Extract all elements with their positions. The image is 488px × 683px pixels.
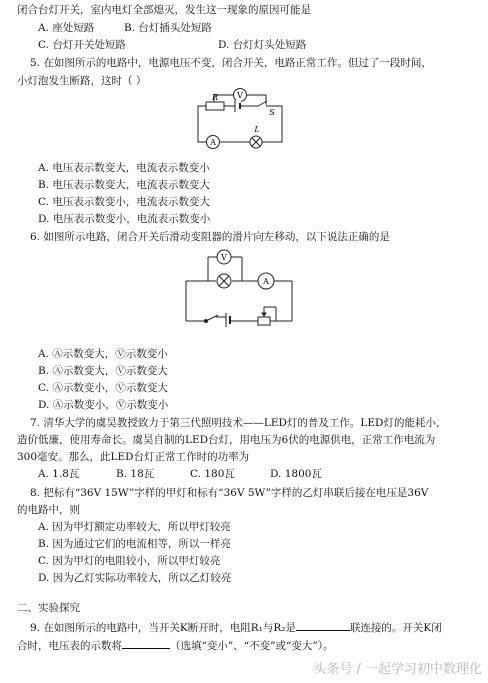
q7-option-d: D. 1800瓦 — [270, 468, 322, 480]
q8-option-c: C. 因为甲灯的电阻较小，所以甲灯较亮 — [38, 555, 221, 567]
q5-ammeter-label: A — [210, 138, 216, 147]
q6-circuit-diagram — [180, 245, 298, 337]
q9-stem-line1-a: 9. 在如图所示的电路中，当开关K断开时，电阻R₁与R₂是 — [30, 622, 296, 634]
q6-voltmeter-label: V — [221, 253, 227, 262]
q6-option-c: C. Ⓐ示数变小，Ⓥ示数变大 — [38, 382, 168, 394]
watermark: 头条号 / 一起学习初中数理化 — [313, 662, 482, 677]
q7-stem-line1: 7. 清华大学的虞昊教授致力于第三代照明技术——LED灯的普及工作。LED灯的能耗小， — [30, 417, 447, 429]
q8-stem-line1: 8. 把标有“36V 15W”字样的甲灯和标有“36V 5W”字样的乙灯串联后接在电压是36V — [30, 487, 429, 499]
q7-stem-line2: 造价低廉，使用寿命长。虞昊自制的LED台灯，用电压为6伏的电源供电，正常工作电流为 — [17, 434, 436, 446]
q9-blank-2[interactable] — [122, 637, 170, 649]
q5-stem-line1: 5. 在如图所示的电路中，电源电压不变，闭合开关，电路正常工作。但过了一段时间， — [30, 57, 432, 69]
q4-option-b: B. 台灯插头处短路 — [124, 22, 212, 34]
q8-option-d: D. 因为乙灯实际功率较大，所以乙灯较亮 — [38, 572, 232, 584]
q4-option-c: C. 台灯开关处短路 — [38, 39, 126, 51]
q4-option-d: D. 台灯灯头处短路 — [218, 39, 307, 51]
q5-option-b: B. 电压表示数变大，电流表示数变大 — [38, 179, 210, 191]
q5-option-a: A. 电压表示数变大，电流表示数变小 — [38, 162, 210, 174]
q9-stem-line2-b: （选填“变小”、“不变”或“变大”）。 — [170, 640, 334, 652]
q5-stem-line2: 小灯泡发生断路，这时（ ） — [17, 75, 147, 87]
q5-circuit-diagram — [192, 86, 288, 156]
q5-option-c: C. 电压表示数变小，电流表示数变大 — [38, 196, 210, 208]
q5-option-d: D. 电压表示数变小，电流表示数变小 — [38, 213, 211, 225]
q5-lamp-label: L — [254, 125, 260, 134]
q7-option-a: A. 1.8瓦 — [38, 468, 80, 480]
q7-stem-line3: 300毫安。那么，此LED台灯正常工作时的功率为 — [17, 451, 250, 463]
q5-voltmeter-label: V — [237, 91, 243, 100]
section-title: 二、实验探究 — [17, 602, 80, 614]
q4-stem: 闭合台灯开关，室内电灯全部熄灭，发生这一现象的原因可能是 — [17, 4, 311, 16]
q9-stem-line2 — [17, 637, 333, 653]
q9-stem-line1-b: 联连接的。开关K闭 — [349, 622, 442, 634]
q6-option-d: D. Ⓐ示数变小，Ⓥ示数变小 — [38, 399, 169, 411]
q9-blank-1[interactable] — [296, 619, 350, 631]
q8-stem-line2: 的电路中，则 — [17, 504, 80, 516]
q6-ammeter-label: A — [263, 277, 269, 286]
q8-option-a: A. 因为甲灯额定功率较大，所以甲灯较亮 — [38, 521, 231, 533]
q7-option-c: C. 180瓦 — [190, 468, 235, 480]
q9-stem-line2-a: 合时，电压表的示数将 — [17, 640, 122, 652]
q4-option-a: A. 座处短路 — [38, 22, 95, 34]
q5-resistor-label: R — [211, 93, 219, 102]
q7-option-b: B. 18瓦 — [116, 468, 155, 480]
q6-option-b: B. Ⓐ示数变大，Ⓥ示数变大 — [38, 365, 168, 377]
q6-stem: 6. 如图所示电路，闭合开关后滑动变阻器的滑片向左移动，以下说法正确的是 — [30, 231, 390, 243]
q9-stem-line1 — [30, 619, 442, 635]
q8-option-b: B. 因为通过它们的电流相等，所以一样亮 — [38, 538, 231, 550]
q5-switch-label: S — [269, 108, 275, 117]
q6-option-a: A. Ⓐ示数变大，Ⓥ示数变小 — [38, 348, 168, 360]
